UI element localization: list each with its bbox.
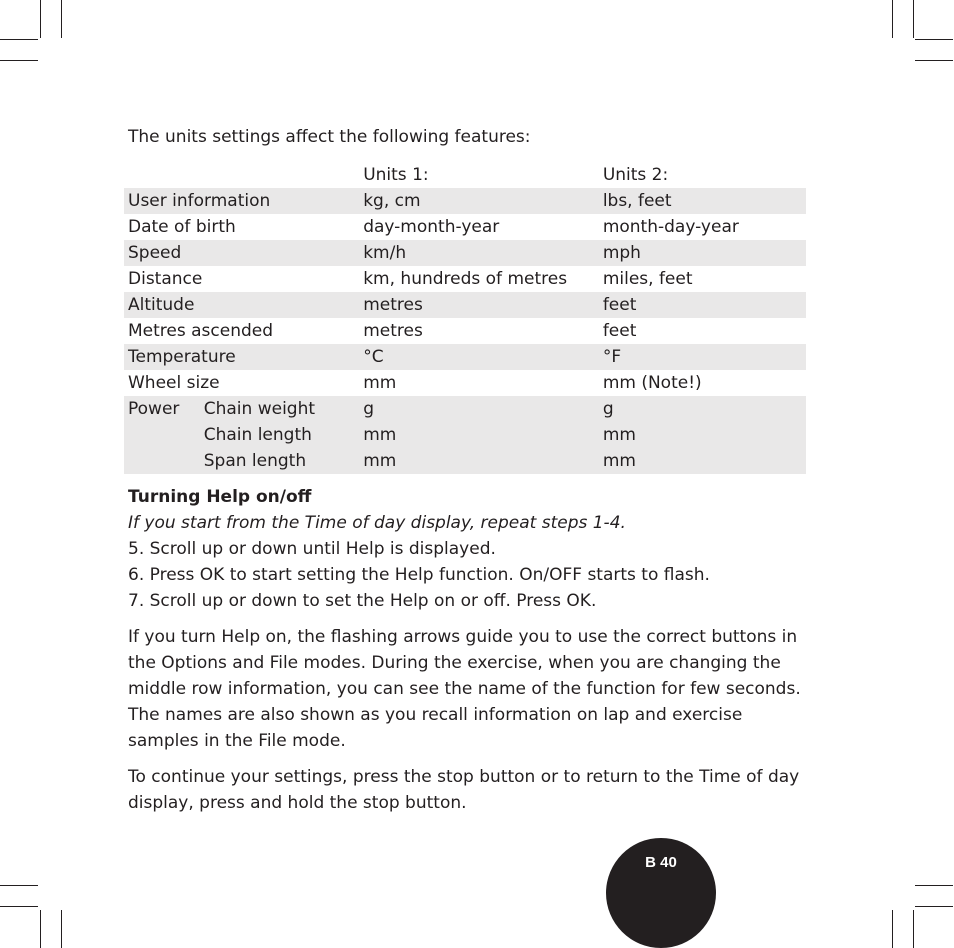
crop-mark-bottom-left-inner-h — [0, 906, 38, 907]
cell-sub-feature: Chain length — [200, 422, 359, 448]
cell-units2: month-day-year — [602, 216, 739, 237]
table-row — [124, 344, 806, 370]
table-row — [124, 448, 806, 474]
table-row — [124, 214, 806, 240]
help-step: 7. Scroll up or down to set the Help on or off. Press OK. — [128, 591, 597, 611]
crop-mark-top-right-vertical — [892, 0, 893, 38]
cell-units2: g — [599, 396, 806, 422]
crop-mark-top-left-inner-h — [0, 60, 38, 61]
cell-feature: User information — [124, 188, 359, 214]
cell-units1: day-month-year — [363, 216, 500, 237]
table-row — [124, 240, 806, 266]
crop-mark-bottom-left-inner — [40, 910, 41, 948]
cell-units1: metres — [359, 292, 599, 318]
cell-units1: km, hundreds of metres — [363, 268, 568, 289]
page-number-badge — [606, 838, 716, 948]
crop-mark-bottom-left-vertical — [61, 910, 62, 948]
units-table — [124, 163, 806, 474]
cell-feature: Power — [124, 396, 200, 422]
cell-units2: mm — [599, 448, 806, 474]
cell-units2: mm (Note!) — [602, 372, 702, 393]
table-row — [124, 370, 806, 396]
header-units2: Units 2: — [602, 165, 669, 185]
cell-feature: Altitude — [124, 292, 359, 318]
cell-units1: metres — [363, 320, 423, 341]
crop-mark-top-left-inner — [40, 0, 41, 38]
cell-units2: °F — [599, 344, 806, 370]
help-steps — [128, 536, 818, 614]
help-paragraph-2: To continue your settings, press the stop button or to return to the Time of day display, press and hold the stop button. — [128, 767, 800, 813]
cell-feature: Date of birth — [128, 216, 236, 237]
table-row — [124, 188, 806, 214]
table-row — [124, 422, 806, 448]
cell-units2: mm — [599, 422, 806, 448]
help-heading: Turning Help on/off — [128, 487, 312, 507]
cell-units1: g — [359, 396, 599, 422]
table-row — [124, 318, 806, 344]
crop-mark-top-right-horizontal — [915, 39, 953, 40]
cell-sub-feature: Chain weight — [200, 396, 359, 422]
cell-units1: kg, cm — [359, 188, 599, 214]
cell-units2: lbs, feet — [599, 188, 806, 214]
help-section — [128, 484, 818, 816]
help-step: 6. Press OK to start setting the Help function. On/OFF starts to flash. — [128, 565, 710, 585]
cell-sub-feature: Span length — [200, 448, 359, 474]
table-header-row — [124, 163, 806, 188]
cell-units1: mm — [359, 422, 599, 448]
crop-mark-bottom-right-horizontal — [915, 885, 953, 886]
page-number: B 40 — [645, 854, 677, 871]
cell-feature: Temperature — [124, 344, 359, 370]
cell-feature: Metres ascended — [128, 320, 274, 341]
cell-units2: feet — [602, 320, 637, 341]
crop-mark-bottom-right-inner — [913, 910, 914, 948]
crop-mark-top-left-vertical — [61, 0, 62, 38]
cell-units1: km/h — [359, 240, 599, 266]
crop-mark-bottom-left-horizontal — [0, 885, 38, 886]
crop-mark-top-right-inner — [913, 0, 914, 38]
header-sub — [200, 163, 359, 188]
cell-units2: mph — [599, 240, 806, 266]
cell-units1: mm — [359, 448, 599, 474]
table-row — [124, 292, 806, 318]
crop-mark-bottom-right-inner-h — [915, 906, 953, 907]
help-intro: If you start from the Time of day display, repeat steps 1-4. — [128, 513, 626, 533]
cell-units1: mm — [363, 372, 397, 393]
cell-feature: Distance — [128, 268, 203, 289]
cell-feature — [124, 422, 200, 448]
crop-mark-top-right-inner-h — [915, 60, 953, 61]
table-row — [124, 266, 806, 292]
crop-mark-bottom-right-vertical — [892, 910, 893, 948]
header-feature — [124, 163, 200, 188]
cell-feature: Wheel size — [128, 372, 220, 393]
help-paragraph-1: If you turn Help on, the flashing arrows guide you to use the correct buttons in the Options and File modes. During the exercise, when you are changing the middle row information, you can see the name of the function for few seconds. The names are also shown as you recall information on lap and exercise samples in the File mode. — [128, 627, 801, 751]
cell-units1: °C — [359, 344, 599, 370]
cell-feature: Speed — [124, 240, 359, 266]
crop-mark-top-left-horizontal — [0, 39, 38, 40]
cell-feature — [124, 448, 200, 474]
cell-units2: feet — [599, 292, 806, 318]
help-step: 5. Scroll up or down until Help is displayed. — [128, 539, 496, 559]
cell-units2: miles, feet — [602, 268, 693, 289]
table-row — [124, 396, 806, 422]
intro-text: The units settings affect the following features: — [128, 127, 531, 147]
header-units1: Units 1: — [363, 165, 429, 185]
